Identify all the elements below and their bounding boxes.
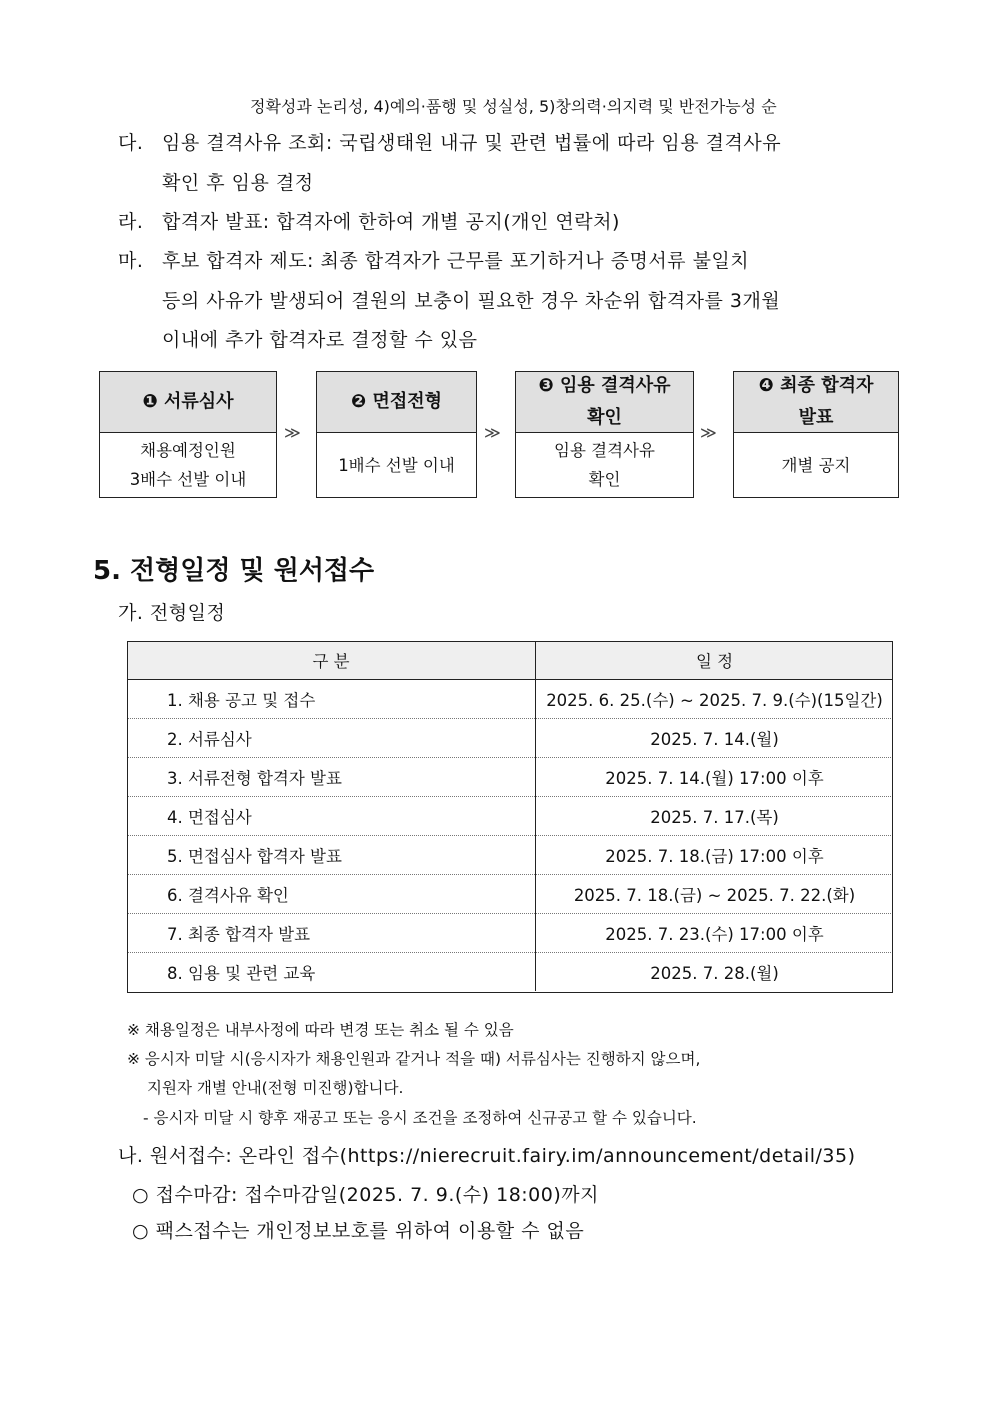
row-item: 8. 임용 및 관련 교육 (127, 953, 536, 992)
process-step-1-body: 채용예정인원 3배수 선발 이내 (129, 441, 247, 489)
item-ra-marker: 라. (118, 211, 144, 233)
item-ra-line1: 합격자 발표: 합격자에 한하여 개별 공지(개인 연락처) (162, 211, 620, 233)
row-date: 2025. 7. 18.(금) ~ 2025. 7. 22.(화) (536, 875, 894, 914)
process-step-1-head: ❶ 서류심사 (100, 372, 276, 433)
row-date: 2025. 7. 28.(월) (536, 953, 894, 992)
row-item: 7. 최종 합격자 발표 (127, 914, 536, 953)
item-da-marker: 다. (118, 132, 144, 154)
table-row (127, 875, 893, 914)
table-row (127, 914, 893, 953)
row-item: 5. 면접심사 합격자 발표 (127, 836, 536, 875)
row-item: 2. 서류심사 (127, 719, 536, 758)
process-arrow: ≫ (284, 423, 301, 442)
process-step-4-head: ❹ 최종 합격자 발표 (734, 372, 898, 433)
item-ma-line3: 이내에 추가 합격자로 결정할 수 있음 (162, 329, 478, 351)
section-title: 5. 전형일정 및 원서접수 (93, 556, 375, 586)
item-da-line2: 확인 후 임용 결정 (162, 172, 314, 194)
table-row (127, 719, 893, 758)
process-step-2-head: ❷ 면접전형 (317, 372, 476, 433)
process-step-3-body: 임용 결격사유 확인 (554, 441, 655, 489)
table-row (127, 953, 893, 992)
note-3: - 응시자 미달 시 향후 재공고 또는 응시 조건을 조정하여 신규공고 할 수 있습니다. (143, 1109, 697, 1127)
header-category: 구 분 (127, 641, 536, 680)
row-date: 2025. 7. 17.(목) (536, 797, 894, 836)
row-item: 3. 서류전형 합격자 발표 (127, 758, 536, 797)
table-row (127, 758, 893, 797)
intro-line-top: 정확성과 논리성, 4)예의·품행 및 성실성, 5)창의력·의지력 및 반전가능성 순 (250, 97, 777, 116)
subsection-ga: 가. 전형일정 (118, 602, 226, 624)
process-arrow: ≫ (484, 423, 501, 442)
process-step-4-body: 개별 공지 (781, 455, 851, 475)
item-ma-marker: 마. (118, 250, 144, 272)
process-step-1 (99, 371, 277, 498)
table-header-row (127, 641, 893, 680)
header-schedule: 일 정 (536, 641, 894, 680)
process-step-4 (733, 371, 899, 498)
row-date: 2025. 6. 25.(수) ~ 2025. 7. 9.(수)(15일간) (546, 691, 883, 710)
row-date: 2025. 7. 14.(월) 17:00 이후 (536, 758, 894, 797)
row-item: 4. 면접심사 (127, 797, 536, 836)
process-step-2 (316, 371, 477, 498)
row-date: 2025. 7. 18.(금) 17:00 이후 (536, 836, 894, 875)
process-step-3-head: ❸ 임용 결격사유 확인 (516, 372, 693, 433)
process-step-3 (515, 371, 694, 498)
application-deadline: ○ 접수마감: 접수마감일(2025. 7. 9.(수) 18:00)까지 (132, 1184, 599, 1206)
table-row (127, 680, 893, 719)
process-step-2-body: 1배수 선발 이내 (338, 455, 455, 475)
table-row (127, 836, 893, 875)
item-da-line1: 임용 결격사유 조회: 국립생태원 내규 및 관련 법률에 따라 임용 결격사유 (162, 132, 782, 154)
row-date: 2025. 7. 23.(수) 17:00 이후 (536, 914, 894, 953)
row-item: 6. 결격사유 확인 (127, 875, 536, 914)
note-2a: ※ 응시자 미달 시(응시자가 채용인원과 같거나 적을 때) 서류심사는 진행하지 않으며, (127, 1050, 701, 1068)
note-2b: 지원자 개별 안내(전형 미진행)합니다. (147, 1079, 404, 1097)
note-1: ※ 채용일정은 내부사정에 따라 변경 또는 취소 될 수 있음 (127, 1021, 514, 1039)
schedule-table (127, 641, 893, 991)
application-fax: ○ 팩스접수는 개인정보보호를 위하여 이용할 수 없음 (132, 1220, 585, 1242)
row-date: 2025. 7. 14.(월) (536, 719, 894, 758)
item-ma-line1: 후보 합격자 제도: 최종 합격자가 근무를 포기하거나 증명서류 불일치 (162, 250, 750, 272)
table-row (127, 797, 893, 836)
row-item: 1. 채용 공고 및 접수 (127, 680, 536, 719)
application-online: 나. 원서접수: 온라인 접수(https://nierecruit.fairy.im/announcement/detail/35) (118, 1145, 856, 1167)
item-ma-line2: 등의 사유가 발생되어 결원의 보충이 필요한 경우 차순위 합격자를 3개월 (162, 290, 781, 312)
process-arrow: ≫ (700, 423, 717, 442)
